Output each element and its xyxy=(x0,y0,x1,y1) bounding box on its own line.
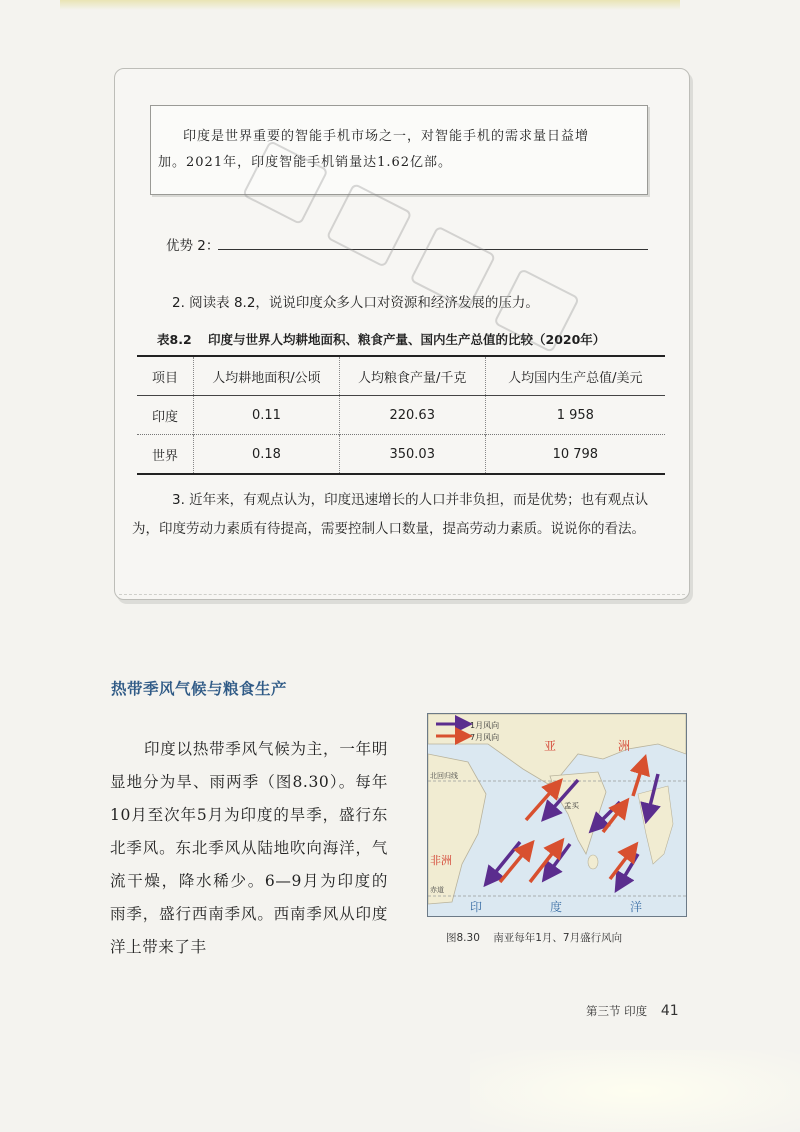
table-header-cell: 人均粮食产量/千克 xyxy=(339,356,485,396)
ocean-label-2: 度 xyxy=(550,900,563,914)
tropic-label: 北回归线 xyxy=(430,772,458,780)
table-cell: 10 798 xyxy=(485,435,665,475)
ocean-label-3: 洋 xyxy=(630,900,643,914)
table-cell: 世界 xyxy=(151,448,178,464)
table-cell: 350.03 xyxy=(339,435,485,475)
table-cell: 印度 xyxy=(151,409,178,425)
table-caption xyxy=(157,330,605,348)
table-cell: 220.63 xyxy=(339,396,485,435)
page-number: 41 xyxy=(660,1003,679,1019)
footer-chapter-label: 印度 xyxy=(624,1004,648,1018)
advantage-label: 优势 2： xyxy=(166,238,220,254)
figure-caption-number: 图8.30 xyxy=(446,932,480,944)
legend-july-label: 7月风向 xyxy=(470,733,500,742)
table-header-row xyxy=(137,356,665,396)
question-2: 2. 阅读表 8.2，说说印度众多人口对资源和经济发展的压力。 xyxy=(172,295,539,311)
comparison-table xyxy=(137,355,665,475)
asia-label-1: 亚 xyxy=(544,739,557,753)
quote-text xyxy=(158,124,633,176)
sri-lanka xyxy=(588,855,598,869)
equator-label: 赤道 xyxy=(430,886,444,894)
body-paragraph: 印度以热带季风气候为主，一年明显地分为旱、雨两季（图8.30）。每年10月至次年5月为印度的旱季，盛行东北季风。东北季风从陆地吹向海洋，气流干燥，降水稀少。6—9月为印度的雨季，盛行西南季风。西南季风从印度洋上带来了丰 xyxy=(110,740,388,956)
table-caption-number: 表8.2 xyxy=(157,332,192,347)
photo-glare xyxy=(470,1050,800,1132)
table-row xyxy=(137,396,665,435)
table-header-cell: 项目 xyxy=(151,370,178,386)
footer-section-label: 第三节 xyxy=(586,1004,621,1018)
table-header-cell: 人均耕地面积/公顷 xyxy=(194,356,340,396)
quote-line-2: 加。2021年，印度智能手机销量达1.62亿部。 xyxy=(158,155,453,170)
map-svg xyxy=(428,714,686,916)
quote-line-1: 印度是世界重要的智能手机市场之一，对智能手机的需求量日益增 xyxy=(183,129,590,144)
answer-blank-line[interactable] xyxy=(218,249,648,250)
mumbai-label: 孟买 xyxy=(564,801,579,810)
asia-label-2: 洲 xyxy=(618,739,631,753)
legend-january-label: 1月风向 xyxy=(470,721,500,730)
ocean-label-1: 印 xyxy=(470,900,483,914)
table-caption-text: 印度与世界人均耕地面积、粮食产量、国内生产总值的比较（2020年） xyxy=(208,332,606,347)
table-cell: 0.18 xyxy=(194,435,340,475)
table-row xyxy=(137,435,665,475)
page-footer xyxy=(586,1003,679,1019)
monsoon-map xyxy=(427,713,687,917)
figure-caption xyxy=(446,930,622,945)
question-3: 3. 近年来，有观点认为，印度迅速增长的人口并非负担，而是优势；也有观点认为，印度劳动力素质有待提高，需要控制人口数量，提高劳动力素质。说说你的看法。 xyxy=(132,492,649,537)
figure-caption-text: 南亚每年1月、7月盛行风向 xyxy=(493,932,623,944)
table-cell: 0.11 xyxy=(194,396,340,435)
section-title: 热带季风气候与粮食生产 xyxy=(111,680,288,698)
africa-label: 非洲 xyxy=(430,854,452,867)
page-edge-shadow xyxy=(60,0,680,10)
table-cell: 1 958 xyxy=(485,396,665,435)
table-header-cell: 人均国内生产总值/美元 xyxy=(485,356,665,396)
